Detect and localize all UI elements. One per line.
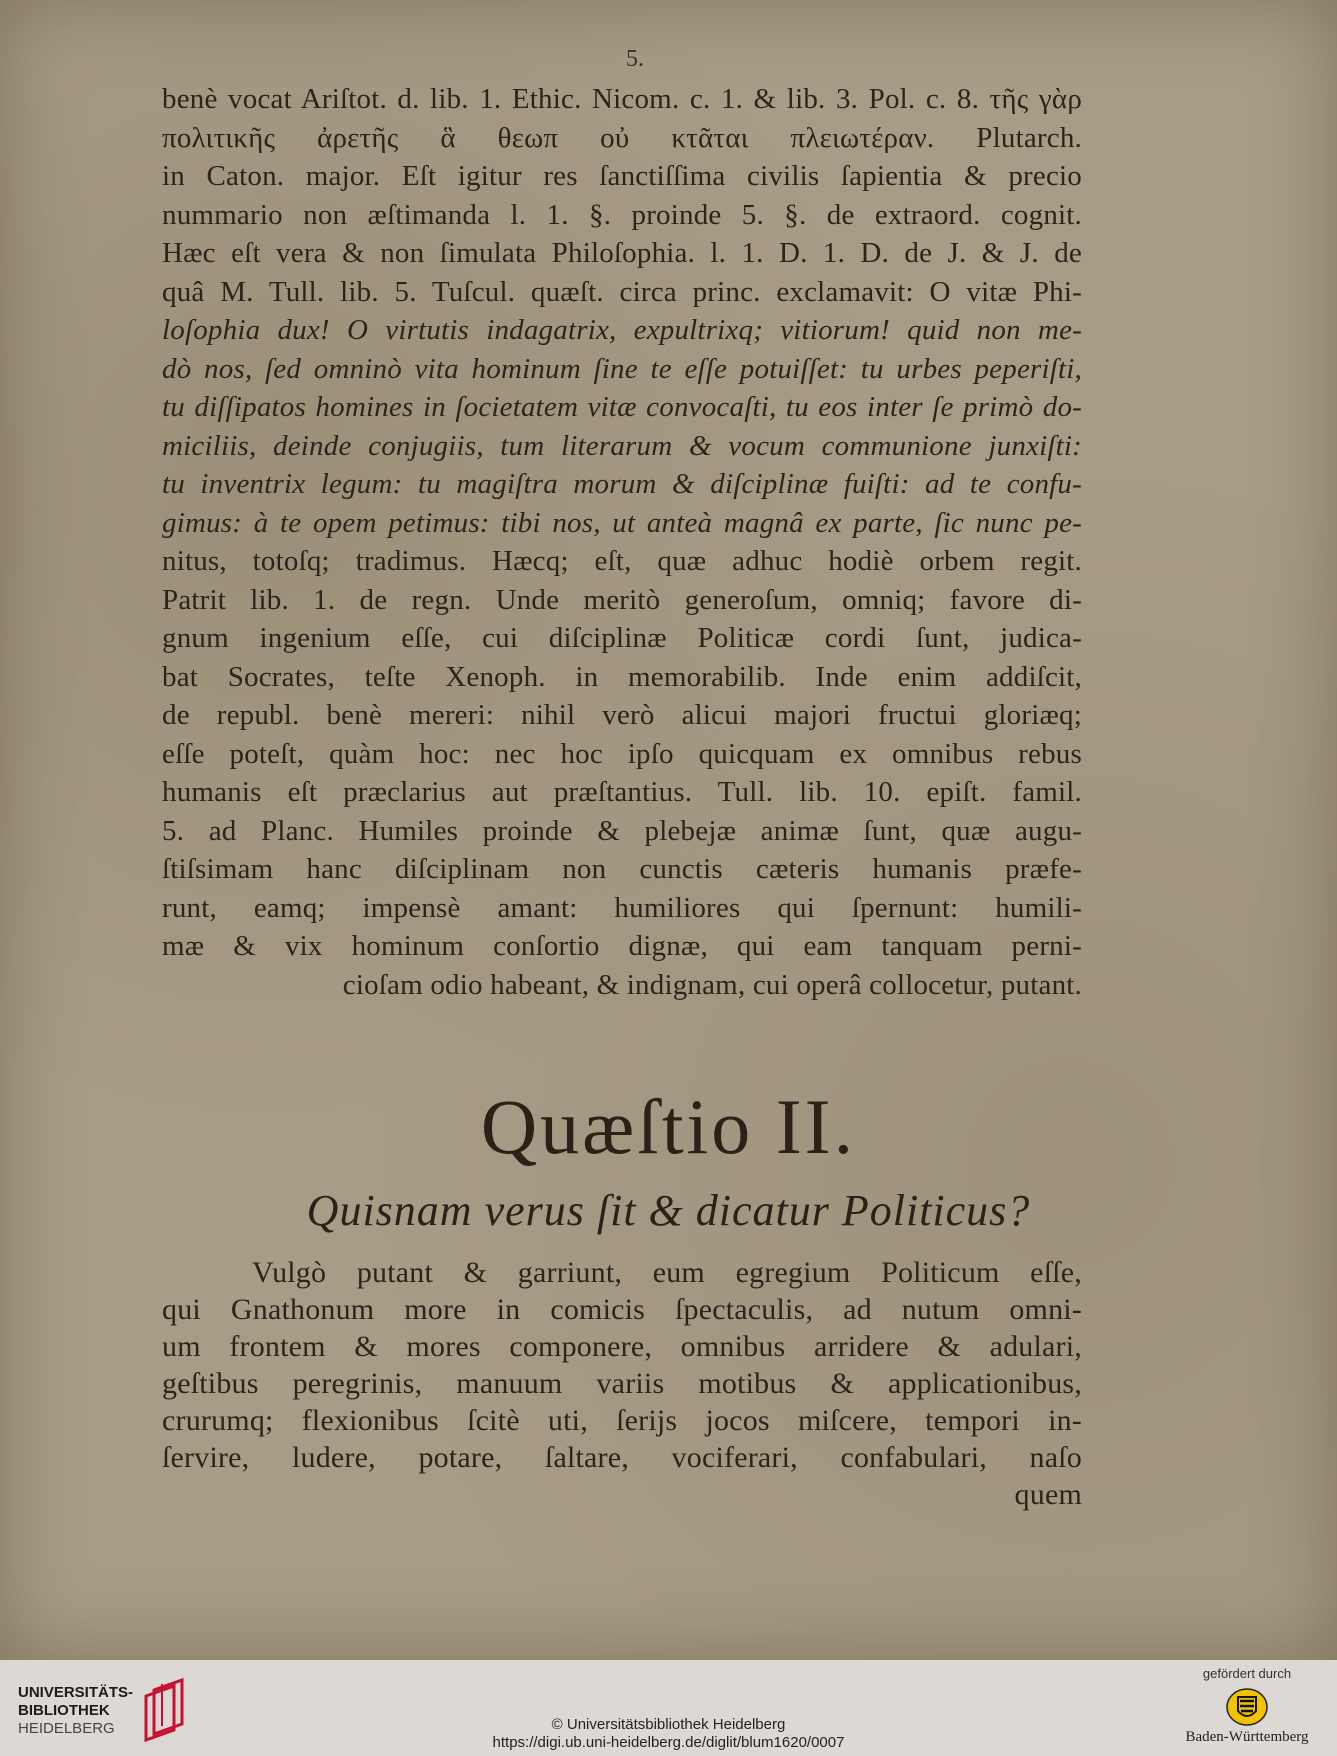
- text-line: gimus: à te opem petimus: tibi nos, ut anteà magnâ ex parte, ſic nunc pe-: [162, 506, 1082, 539]
- text-line: dò nos, ſed omninò vita hominum ſine te eſſe potuiſſet: tu urbes peperiſti,: [162, 352, 1082, 385]
- text-line: tu inventrix legum: tu magiſtra morum & diſciplinæ fuiſti: ad te confu-: [162, 468, 1082, 500]
- text-line: tu diſſipatos homines in ſocietatem vitæ convocaſti, tu eos inter ſe primò do-: [162, 391, 1082, 423]
- text-line: humanis eſt præclarius aut præſtantius. Tull. lib. 10. epiſt. famil.: [162, 776, 1082, 808]
- permalink[interactable]: https://digi.ub.uni-heidelberg.de/diglit/blum1620/0007: [492, 1734, 845, 1751]
- body-text: [162, 80, 1082, 1004]
- logo-line: BIBLIOTHEK: [18, 1702, 110, 1719]
- text-line: qui Gnathonum more in comicis ſpectaculis, ad nutum omni-: [162, 1293, 1082, 1326]
- text-line: benè vocat Ariſtot. d. lib. 1. Ethic. Nicom. c. 1. & lib. 3. Pol. c. 8. τῆς γὰρ: [162, 83, 1082, 115]
- text-line: πολιτικῆς ἀρετῆς ἃ θεωπ οὐ κτᾶται πλειωτέραν. Plutarch.: [162, 121, 1082, 154]
- copyright-block: [0, 1716, 1337, 1752]
- text-line: bat Socrates, teſte Xenoph. in memorabilib. Inde enim addiſcit,: [162, 660, 1082, 693]
- text-line: nummario non æſtimanda l. 1. §. proinde 5. §. de extraord. cognit.: [162, 198, 1082, 231]
- text-line: gnum ingenium eſſe, cui diſciplinæ Politicæ cordi ſunt, judica-: [162, 622, 1082, 654]
- sponsor-block: [1177, 1666, 1317, 1746]
- logo-line: HEIDELBERG: [18, 1720, 115, 1737]
- footer-bar: [0, 1660, 1337, 1756]
- logo-line: UNIVERSITÄTS-: [18, 1684, 134, 1701]
- text-line: quâ M. Tull. lib. 5. Tuſcul. quæſt. circa princ. exclamavit: O vitæ Phi-: [162, 275, 1082, 308]
- section-heading: Quæſtio II.: [480, 1083, 857, 1170]
- text-line: Patrit lib. 1. de regn. Unde meritò generoſum, omniq; favore di-: [162, 583, 1082, 616]
- body-text-2: [162, 1254, 1082, 1513]
- text-line: 5. ad Planc. Humiles proinde & plebejæ animæ ſunt, quæ augu-: [162, 814, 1082, 847]
- state-crest-icon: [1224, 1687, 1270, 1727]
- text-line: Hæc eſt vera & non ſimulata Philoſophia. l. 1. D. 1. D. de J. & J. de: [162, 237, 1082, 269]
- text-line: geſtibus peregrinis, manuum variis motibus & applicationibus,: [162, 1367, 1082, 1400]
- text-line: in Caton. major. Eſt igitur res ſanctiſſima civilis ſapientia & precio: [162, 160, 1082, 192]
- text-line: runt, eamq; impensè amant: humiliores qui ſpernunt: humili-: [162, 891, 1082, 924]
- copyright-text: © Universitätsbibliothek Heidelberg: [551, 1716, 786, 1733]
- sponsor-name: Baden-Württemberg: [1185, 1729, 1309, 1745]
- text-line: mæ & vix hominum conſortio dignæ, qui eam tanquam perni-: [162, 930, 1082, 962]
- section-subheading: Quisnam verus ſit & dicatur Politicus?: [306, 1186, 1031, 1235]
- text-line: crurumq; flexionibus ſcitè uti, ſerijs jocos miſcere, tempori in-: [162, 1404, 1082, 1437]
- text-line: Vulgò putant & garriunt, eum egregium Politicum eſſe,: [252, 1256, 1082, 1289]
- text-line: eſſe poteſt, quàm hoc: nec hoc ipſo quicquam ex omnibus rebus: [162, 737, 1082, 770]
- text-line: de republ. benè mereri: nihil verò alicui majori fructui gloriæq;: [162, 699, 1082, 731]
- text-line: miciliis, deinde conjugiis, tum literarum & vocum communione junxiſti:: [162, 429, 1082, 462]
- text-line: um frontem & mores componere, omnibus arridere & adulari,: [162, 1330, 1082, 1363]
- sponsor-label: gefördert durch: [1202, 1666, 1292, 1681]
- text-line: quem: [1014, 1478, 1082, 1511]
- text-line: ſtiſsimam hanc diſciplinam non cunctis cæteris humanis præfe-: [162, 853, 1082, 885]
- page-number: 5.: [626, 46, 644, 72]
- text-line: nitus, totoſq; tradimus. Hæcq; eſt, quæ adhuc hodiè orbem regit.: [162, 545, 1082, 577]
- text-line: cioſam odio habeant, & indignam, cui operâ collocetur, putant.: [342, 968, 1082, 1001]
- text-line: loſophia dux! O virtutis indagatrix, expultrixq; vitiorum! quid non me-: [162, 314, 1082, 346]
- text-line: ſervire, ludere, potare, ſaltare, vociferari, confabulari, naſo: [162, 1441, 1082, 1474]
